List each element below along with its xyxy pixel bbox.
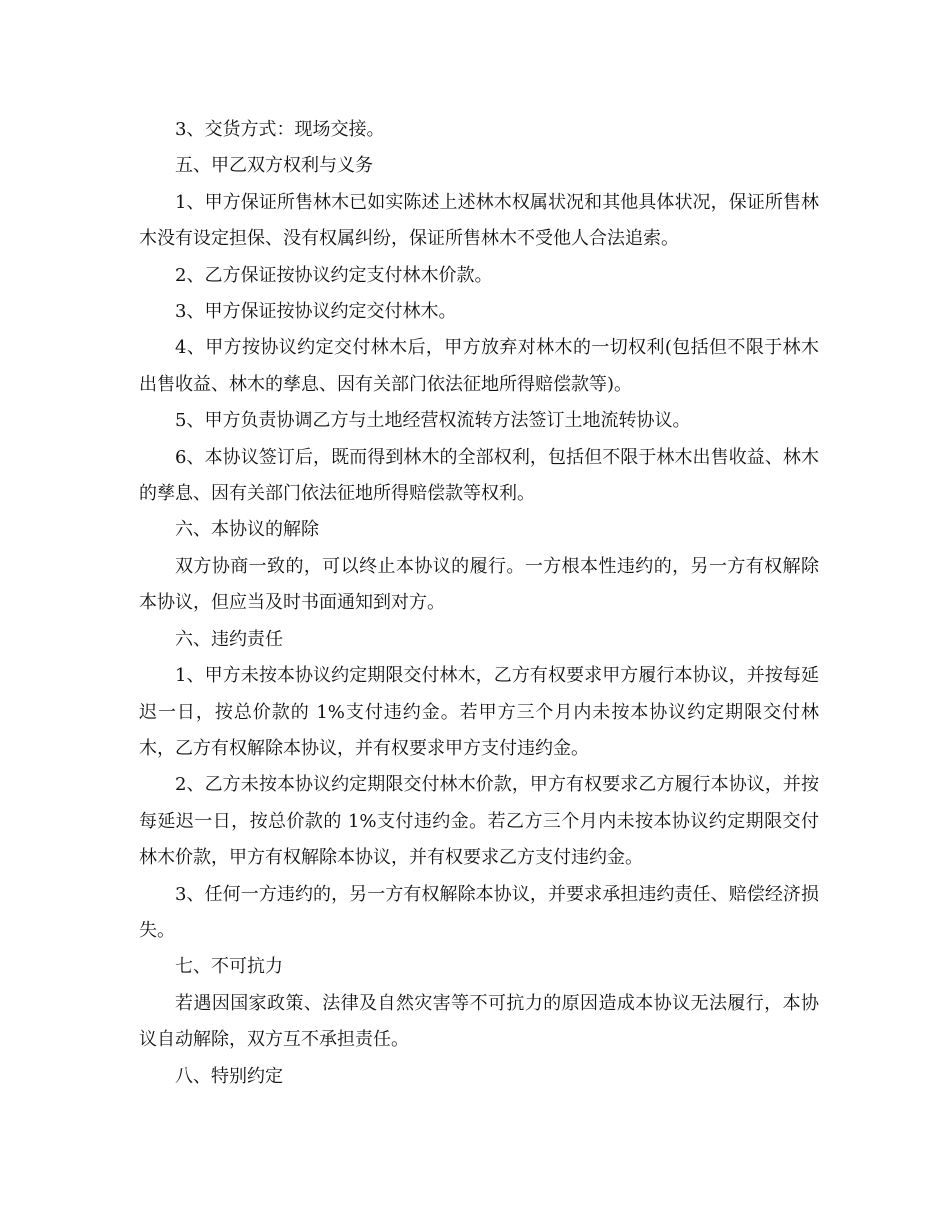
paragraph-party-b-breach: 2、乙方未按本协议约定期限交付林木价款，甲方有权要求乙方履行本协议，并按每延迟一日，按总价款的 1%支付违约金。若乙方三个月内未按本协议约定期限交付林木价款，甲方有权解除本协议，并有权要求乙方支付违约金。 <box>139 774 819 869</box>
paragraph-party-a-delivery: 3、甲方保证按协议约定交付林木。 <box>175 301 457 323</box>
paragraph-general-breach: 3、任何一方违约的，另一方有权解除本协议，并要求承担违约责任、赔偿经济损失。 <box>139 883 819 941</box>
paragraph-party-a-guarantee-title: 1、甲方保证所售林木已如实陈述上述林木权属状况和其他具体状况，保证所售林木没有设定担保、没有权属纠纷，保证所售林木不受他人合法追索。 <box>139 191 819 250</box>
paragraph-land-transfer: 5、甲方负责协调乙方与土地经营权流转方法签订土地流转协议。 <box>175 410 691 432</box>
paragraph-party-b-payment: 2、乙方保证按协议约定支付林木价款。 <box>175 264 493 286</box>
section-heading-termination: 六、本协议的解除 <box>175 519 319 541</box>
section-heading-breach-liability: 六、违约责任 <box>175 628 283 650</box>
paragraph-termination-terms: 双方协商一致的，可以终止本协议的履行。一方根本性违约的，另一方有权解除本协议，但应当及时书面通知到对方。 <box>139 555 819 614</box>
paragraph-force-majeure-terms: 若遇因国家政策、法律及自然灾害等不可抗力的原因造成本协议无法履行，本协议自动解除，双方互不承担责任。 <box>139 992 819 1051</box>
document-body <box>139 112 819 1095</box>
paragraph-party-a-waiver: 4、甲方按协议约定交付林木后，甲方放弃对林木的一切权利(包括但不限于林木出售收益、林木的孳息、因有关部门依法征地所得赔偿款等)。 <box>139 337 819 395</box>
section-heading-rights-obligations: 五、甲乙双方权利与义务 <box>175 155 373 177</box>
section-heading-special-terms: 八、特别约定 <box>175 1065 283 1087</box>
paragraph-party-a-breach: 1、甲方未按本协议约定期限交付林木，乙方有权要求甲方履行本协议，并按每延迟一日，按总价款的 1%支付违约金。若甲方三个月内未按本协议约定期限交付林木，乙方有权解除本协议，并有权要求甲方支付违约金。 <box>139 665 819 759</box>
section-heading-force-majeure: 七、不可抗力 <box>175 956 283 978</box>
paragraph-delivery-method: 3、交货方式：现场交接。 <box>175 119 385 140</box>
paragraph-rights-after-signing: 6、本协议签订后，既而得到林木的全部权利，包括但不限于林木出售收益、林木的孳息、因有关部门依法征地所得赔偿款等权利。 <box>139 446 819 505</box>
